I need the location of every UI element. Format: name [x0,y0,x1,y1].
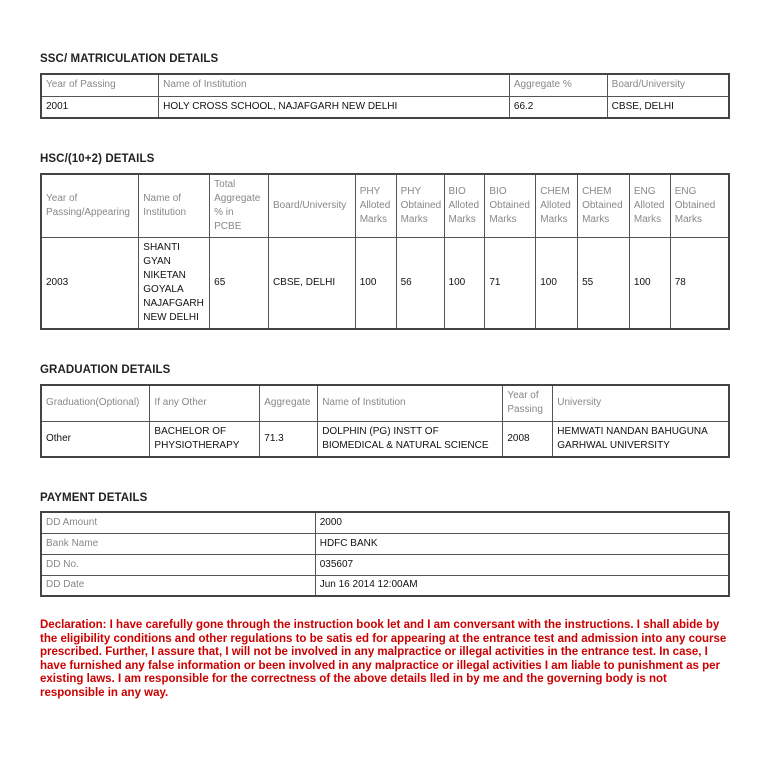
payment-table [40,511,730,597]
grad-cell [553,421,729,457]
hsc-header-cell [355,174,396,237]
hsc-cell-line: SHANTI [143,241,180,253]
ssc-cell: 66.2 [509,96,607,118]
hsc-table [40,173,730,330]
hsc-header-cell-line: PHY [400,185,422,197]
payment-value: 2000 [315,512,729,533]
grad-header-cell [318,385,503,421]
hsc-header-cell-line: Passing/Appearing [46,206,130,218]
hsc-header-cell-line: Alloted [540,199,571,211]
hsc-cell [41,237,139,329]
hsc-cell-line: 78 [674,276,686,288]
grad-cell-line: 71.3 [264,432,284,444]
hsc-header-cell-line: CHEM [540,185,570,197]
hsc-header-cell-line: Total [214,178,236,190]
ssc-header-cell: Year of Passing [41,74,159,96]
hsc-header-cell-line: Obtained [674,199,716,211]
hsc-cell-line: NEW DELHI [143,311,199,323]
hsc-header-cell-line: Obtained [489,199,530,211]
ssc-header-cell: Aggregate % [509,74,607,96]
hsc-cell [355,237,396,329]
hsc-cell-line: NIKETAN [143,269,186,281]
hsc-cell [629,237,670,329]
hsc-header-cell [536,174,578,237]
hsc-header-row [41,174,729,237]
grad-cell-line: HEMWATI NANDAN BAHUGUNA [557,425,708,437]
table-row [41,237,729,329]
hsc-header-cell-line: Marks [633,213,662,225]
table-row [41,96,729,118]
hsc-header-cell-line: Marks [400,213,428,225]
grad-table [40,384,730,458]
grad-header-cell-line: Year of [507,390,539,402]
hsc-cell [444,237,485,329]
payment-label: DD Date [41,575,315,596]
table-row [41,533,729,554]
hsc-cell-line: 55 [582,276,594,288]
payment-value: Jun 16 2014 12:00AM [315,575,729,596]
hsc-cell [670,237,729,329]
hsc-cell-line: 65 [214,276,226,288]
hsc-cell [210,237,269,329]
hsc-header-cell-line: Name of [143,192,182,204]
grad-cell [150,421,260,457]
grad-header-cell-line: Name of Institution [322,397,406,409]
hsc-header-cell [485,174,536,237]
grad-header-cell [41,385,150,421]
grad-cell-line: BIOMEDICAL & NATURAL SCIENCE [322,439,489,451]
payment-label: DD Amount [41,512,315,533]
ssc-header-cell: Board/University [607,74,729,96]
hsc-header-cell [578,174,630,237]
hsc-cell-line: 100 [633,276,651,288]
declaration-text: Declaration: I have carefully gone through the instruction book let and I am conversant with the instructions. I shall abide by the eligibility conditions and other regulations to be satis ed for appearing at the entrance test and admission into any course prescribed. Further, I assure that, I will not be involved in any malpractice or illegal activities in the entrance test. In case, I have furnished any false information or been involved in any malpractice or illegal activities I am liable to punishment as per existing laws. I am responsible for the correctness of the above details lled in by me and the governing body is not responsible in any way. [40,619,727,699]
hsc-header-cell-line: Aggregate [214,192,261,204]
hsc-cell-line: 100 [448,276,466,288]
hsc-header-cell-line: Marks [359,213,387,225]
hsc-header-cell-line: Year of [46,192,78,204]
grad-header-cell [503,385,553,421]
ssc-cell: 2001 [41,96,159,118]
grad-header-cell-line: Graduation(Optional) [46,397,140,409]
hsc-header-cell [210,174,269,237]
grad-cell [260,421,318,457]
ssc-cell: HOLY CROSS SCHOOL, NAJAFGARH NEW DELHI [159,96,510,118]
grad-header-cell [150,385,260,421]
table-row [41,512,729,533]
payment-label: Bank Name [41,533,315,554]
grad-header-cell [553,385,729,421]
hsc-header-cell-line: PCBE [214,220,242,232]
hsc-cell-line: 100 [540,276,557,288]
hsc-cell-line: CBSE, DELHI [272,276,336,288]
hsc-header-cell-line: Board/University [272,199,347,211]
hsc-cell-line: GYAN [143,255,171,267]
grad-header-cell-line: University [557,397,602,409]
hsc-cell-line: NAJAFGARH [143,297,204,309]
hsc-header-cell [444,174,485,237]
hsc-header-cell [139,174,210,237]
ssc-table [40,73,730,119]
grad-cell [41,421,150,457]
grad-header-cell-line: If any Other [154,397,207,409]
hsc-header-cell-line: Marks [448,213,476,225]
hsc-cell [396,237,444,329]
hsc-cell-line: 56 [400,276,412,288]
grad-cell [318,421,503,457]
grad-cell-line: DOLPHIN (PG) INSTT OF [322,425,439,437]
payment-value: HDFC BANK [315,533,729,554]
hsc-cell-line: 71 [489,276,501,288]
hsc-header-cell-line: CHEM [582,185,612,197]
grad-header-cell-line: Aggregate [264,397,311,409]
hsc-header-cell-line: PHY [359,185,381,197]
ssc-section-title: SSC/ MATRICULATION DETAILS [40,53,219,65]
grad-cell-line: Other [46,432,72,444]
hsc-header-cell-line: Alloted [359,199,391,211]
hsc-cell-line: 100 [359,276,377,288]
hsc-header-cell-line: ENG [674,185,697,197]
hsc-header-cell-line: Obtained [400,199,442,211]
hsc-header-cell-line: Marks [540,213,568,225]
hsc-header-cell-line: Institution [143,206,187,218]
grad-header-cell [260,385,318,421]
payment-label: DD No. [41,554,315,575]
table-row [41,575,729,596]
hsc-header-cell-line: % in [214,206,234,218]
hsc-cell [536,237,578,329]
hsc-cell [268,237,355,329]
grad-header-row [41,385,729,421]
payment-value: 035607 [315,554,729,575]
hsc-header-cell-line: BIO [448,185,466,197]
grad-cell-line: GARHWAL UNIVERSITY [557,439,670,451]
grad-cell-line: PHYSIOTHERAPY [154,439,240,451]
hsc-header-cell [268,174,355,237]
ssc-header-cell: Name of Institution [159,74,510,96]
hsc-header-cell [396,174,444,237]
hsc-cell-line: GOYALA [143,283,184,295]
grad-section-title: GRADUATION DETAILS [40,364,171,376]
hsc-header-cell [629,174,670,237]
grad-cell-line: BACHELOR OF [154,425,227,437]
grad-cell-line: 2008 [507,432,530,444]
hsc-cell [139,237,210,329]
hsc-header-cell-line: Marks [674,213,702,225]
grad-header-cell-line: Passing [507,404,543,416]
ssc-cell: CBSE, DELHI [607,96,729,118]
hsc-section-title: HSC/(10+2) DETAILS [40,153,155,165]
hsc-header-cell-line: Alloted [633,199,665,211]
hsc-cell-line: 2003 [46,276,69,288]
table-row [41,421,729,457]
hsc-header-cell-line: Alloted [448,199,480,211]
hsc-header-cell-line: Marks [582,213,610,225]
hsc-header-cell-line: BIO [489,185,507,197]
hsc-header-cell-line: Marks [489,213,517,225]
hsc-header-cell [41,174,139,237]
hsc-header-cell-line: ENG [633,185,656,197]
hsc-cell [485,237,536,329]
table-row [41,554,729,575]
hsc-header-cell-line: Obtained [582,199,623,211]
hsc-header-cell [670,174,729,237]
grad-cell [503,421,553,457]
payment-section-title: PAYMENT DETAILS [40,492,148,504]
hsc-cell [578,237,630,329]
